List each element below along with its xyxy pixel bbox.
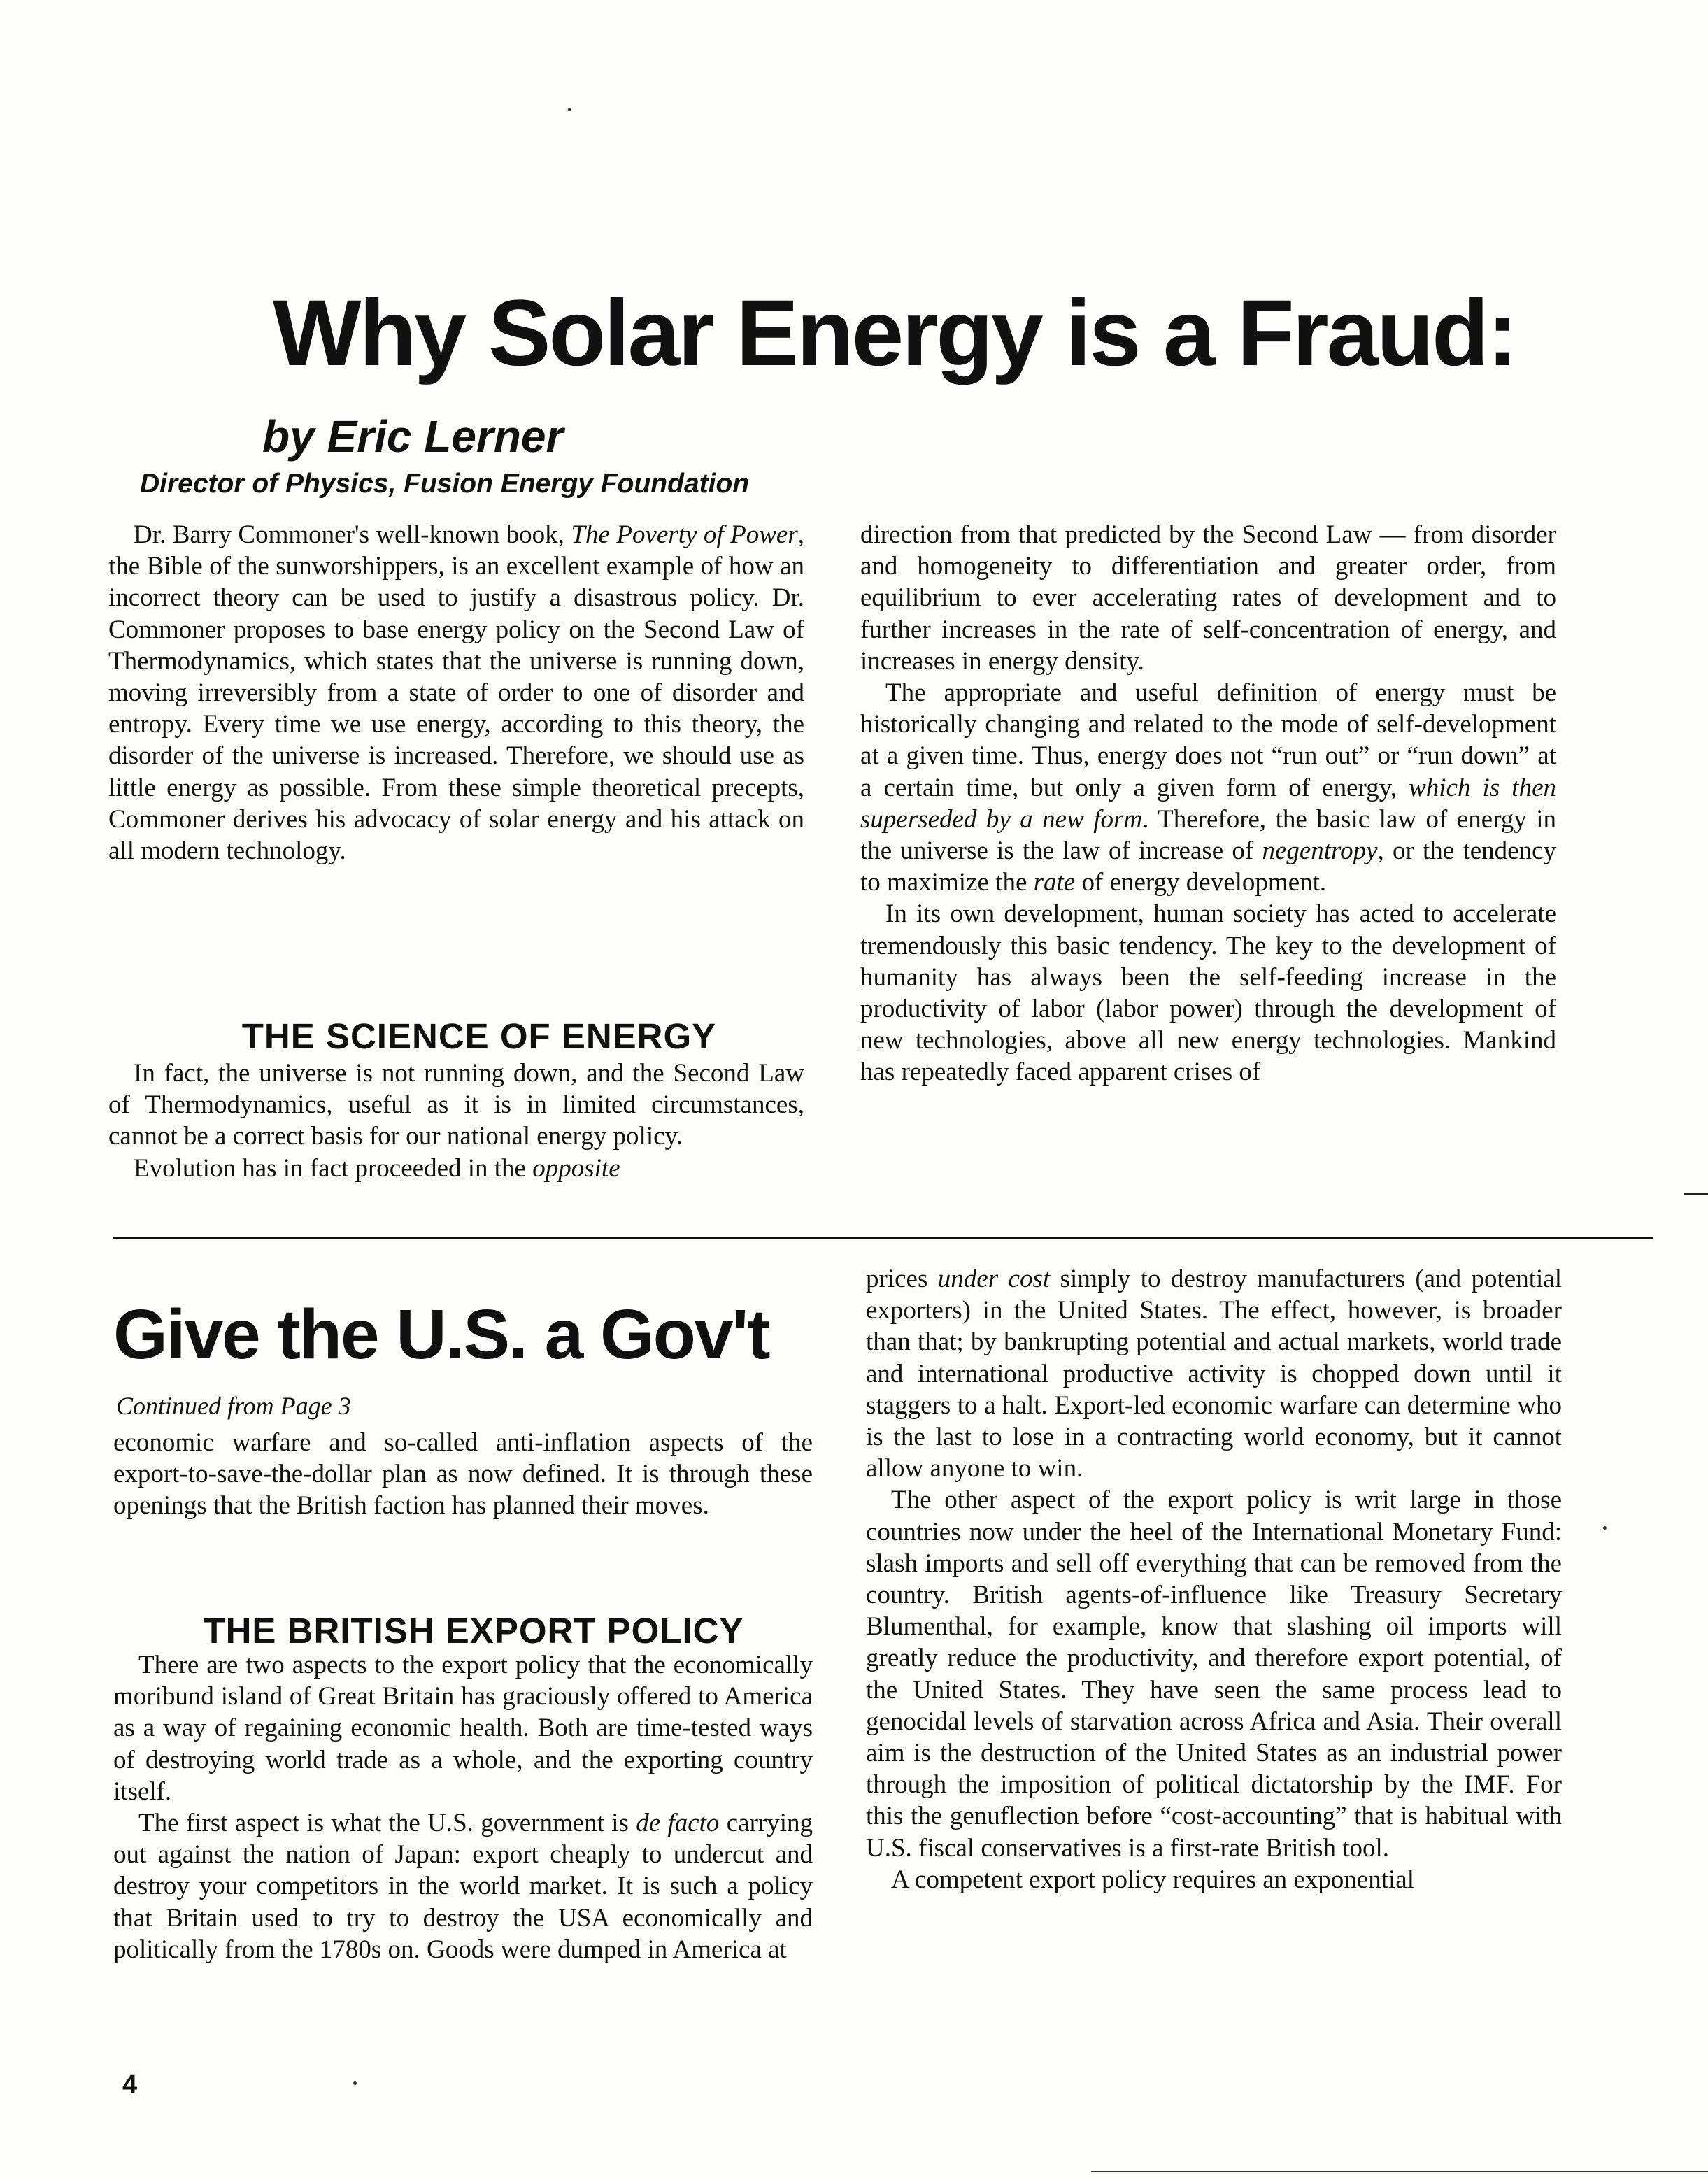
ink-speck <box>353 2081 357 2085</box>
text-run: Dr. Barry Commoner's well-known book, <box>134 520 571 549</box>
ink-speck <box>568 108 571 111</box>
italic-text: rate <box>1033 868 1076 897</box>
paragraph <box>860 898 1556 1088</box>
paragraph <box>866 1484 1562 1863</box>
paragraph <box>108 1058 804 1153</box>
article1-column-1-continued <box>108 1058 804 1184</box>
text-run: carrying out against the nation of Japan: export cheaply to undercut and destroy your competitors in the world market. It is such a policy that Britain used to try to destroy the USA economically and politically from the 1780s on. Goods were dumped in America at <box>113 1809 813 1964</box>
text-run: The other aspect of the export policy is writ large in those countries now under the heel of the International Monetary Fund: slash imports and sell off everything that can be removed from the country. British agents-of-influence like Treasury Secretary Blumenthal, for example, know that slashing oil imports will greatly reduce the productivity, and therefore export potential, of the United States. They have seen the same process lead to genocidal levels of starvation across Africa and Asia. Their overall aim is the destruction of the United States as an industrial power through the imposition of political dictatorship by the IMF. For this the genuflection before “cost-accounting” that is habitual with U.S. fiscal conservatives is a first-rate British tool. <box>866 1486 1562 1863</box>
text-run: , or the tendency to maximize the <box>860 837 1556 897</box>
text-run: There are two aspects to the export policy that the economically moribund island of Great Britain has graciously offered to America as a way of regaining economic health. Both are time-tested ways of destroying world trade as a whole, and the exporting country itself. <box>113 1651 813 1806</box>
italic-text: under cost <box>937 1265 1051 1293</box>
paragraph <box>866 1263 1562 1484</box>
italic-text: The Poverty of Power <box>571 520 798 549</box>
paragraph <box>108 1153 804 1184</box>
article-divider <box>113 1237 1653 1239</box>
text-run: simply to destroy manufacturers (and potential exporters) in the United States. The effect, however, is broader than that; by bankrupting potential and actual markets, world trade and international productive activity is chopped down until it staggers to a halt. Export-led economic warfare can determine who is the last to lose in a contracting world economy, but it cannot allow anyone to win. <box>866 1265 1562 1483</box>
paragraph <box>866 1864 1562 1895</box>
article2-column-1-continued <box>113 1649 813 1965</box>
italic-text: de facto <box>636 1809 720 1838</box>
text-run: Evolution has in fact proceeded in the <box>134 1153 533 1183</box>
text-run: The appropriate and useful definition of energy must be historically changing and related to the mode of self-development at a given time. Thus, energy does not “run out” or “run down” at a certain time, but only a given form of energy, <box>860 678 1556 802</box>
page-number: 4 <box>122 2070 138 2100</box>
author-title: Director of Physics, Fusion Energy Foundation <box>140 469 750 499</box>
margin-mark <box>1684 1193 1708 1195</box>
bottom-edge-line <box>1091 2171 1708 2172</box>
byline: by Eric Lerner <box>262 411 564 462</box>
paragraph <box>108 519 804 867</box>
continued-note: Continued from Page 3 <box>116 1392 351 1420</box>
italic-text: which is then superseded by a new form <box>860 773 1557 834</box>
paragraph <box>113 1807 813 1965</box>
text-run: economic warfare and so-called anti-inflation aspects of the export-to-save-the-dollar plan as now defined. It is through these openings that the British faction has planned their moves. <box>113 1428 813 1521</box>
article2-title: Give the U.S. a Gov't <box>113 1295 769 1374</box>
text-run: . Therefore, the basic law of energy in the universe is the law of increase of <box>860 804 1556 866</box>
text-run: In its own development, human society has acted to accelerate tremendously this basic tendency. The key to the development of humanity has always been the self-feeding increase in the productivity of labor (labor power) through the development of new technologies, above all new energy technologies. Mankind has repeatedly faced apparent crises of <box>860 899 1556 1087</box>
section-heading-science-of-energy: THE SCIENCE OF ENERGY <box>241 1016 717 1056</box>
article1-column-2 <box>860 519 1556 1088</box>
paragraph <box>113 1649 813 1807</box>
article-title: Why Solar Energy is a Fraud: <box>273 280 1516 385</box>
text-run: A competent export policy requires an exponential <box>891 1865 1414 1894</box>
italic-text: negentropy <box>1262 837 1378 866</box>
ink-speck <box>1603 1526 1607 1530</box>
article1-column-1 <box>108 519 804 867</box>
paragraph <box>113 1427 813 1522</box>
text-run: , the Bible of the sunworshippers, is an excellent example of how an incorrect theory can be used to justify a disastrous policy. Dr. Commoner proposes to base energy policy on the Second Law of Thermodynamics, which states that the universe is running down, moving irreversibly from a state of order to one of disorder and entropy. Every time we use energy, according to this theory, the disorder of the universe is increased. Therefore, we should use as little energy as possible. From these simple theoretical precepts, Commoner derives his advocacy of solar energy and his attack on all modern technology. <box>108 520 804 866</box>
text-run: In fact, the universe is not running down, and the Second Law of Thermodynamics, useful as it is in limited circumstances, cannot be a correct basis for our national energy policy. <box>108 1059 804 1151</box>
section-heading-british-export-policy: THE BRITISH EXPORT POLICY <box>203 1611 744 1651</box>
paragraph <box>860 677 1556 898</box>
paragraph <box>860 519 1556 677</box>
italic-text: opposite <box>532 1153 620 1183</box>
article2-column-1 <box>113 1427 813 1522</box>
text-run: of energy development. <box>1075 868 1327 897</box>
article2-column-2 <box>866 1263 1562 1895</box>
text-run: The first aspect is what the U.S. government is <box>138 1809 636 1838</box>
text-run: prices <box>866 1265 938 1293</box>
text-run: direction from that predicted by the Second Law — from disorder and homogeneity to differentiation and greater order, from equilibrium to ever accelerating rates of development and to further increases in the rate of self-concentration of energy, and increases in energy density. <box>860 520 1556 676</box>
